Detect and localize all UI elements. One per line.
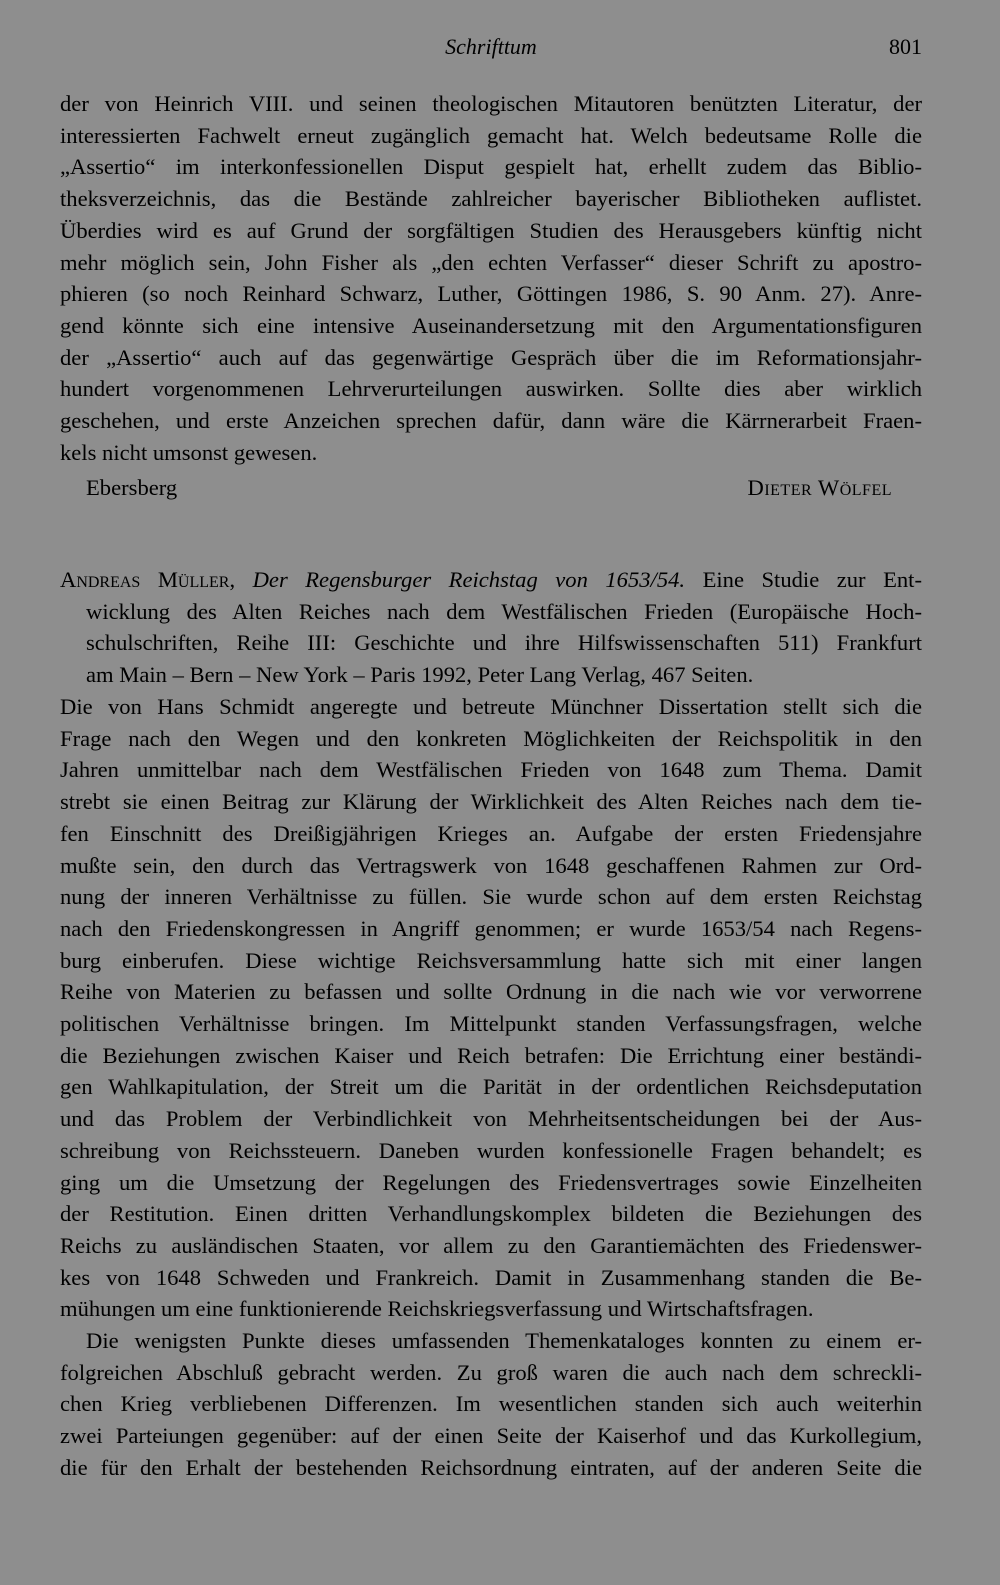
text-line: geschehen, und erste Anzeichen sprechen dafür, dann wäre die Kärrnerarbeit Fraen- xyxy=(60,408,922,434)
review-2-paragraph-1 xyxy=(60,691,922,1325)
bib-line: am Main – Bern – New York – Paris 1992, Peter Lang Verlag, 467 Seiten. xyxy=(86,662,754,688)
reviewer-place: Ebersberg xyxy=(86,475,178,500)
book-subtitle-start: Eine Studie zur Ent- xyxy=(702,567,922,592)
page-number: 801 xyxy=(889,34,922,59)
text-line: politischen Verhältnisse bringen. Im Mittelpunkt standen Verfassungsfragen, welche xyxy=(60,1011,922,1037)
text-line: chen Krieg verbliebenen Differenzen. Im wesentlichen standen sich auch weiterhin xyxy=(60,1391,922,1417)
text-line: gen Wahlkapitulation, der Streit um die Parität in der ordentlichen Reichsdeputation xyxy=(60,1074,922,1100)
text-line: Reichs zu ausländischen Staaten, vor allem zu den Garantiemächten des Friedenswer- xyxy=(60,1232,922,1258)
review-2-paragraph-2 xyxy=(60,1325,922,1484)
reviewer-name: Dieter Wölfel xyxy=(747,475,892,500)
bib-line: schulschriften, Reihe III: Geschichte und ihre Hilfswissenschaften 511) Frankfurt xyxy=(86,630,922,656)
text-line: hundert vorgenommenen Lehrverurteilungen auswirken. Sollte dies aber wirklich xyxy=(60,376,922,402)
text-line: „Assertio“ im interkonfessionellen Disput gespielt hat, erhellt zudem das Biblio- xyxy=(60,154,922,180)
review-1-signature xyxy=(60,475,922,507)
text-line: Reihe von Materien zu befassen und sollte Ordnung in die nach wie vor verworrene xyxy=(60,979,922,1005)
text-line: Frage nach den Wegen und den konkreten Möglichkeiten der Reichspolitik in den xyxy=(60,725,922,751)
text-line: ging um die Umsetzung der Regelungen des Friedensvertrages sowie Einzelheiten xyxy=(60,1169,922,1195)
text-line: strebt sie einen Beitrag zur Klärung der Wirklichkeit des Alten Reiches nach dem tie- xyxy=(60,789,922,815)
text-line: interessierten Fachwelt erneut zugänglich gemacht hat. Welch bedeutsame Rolle die xyxy=(60,122,922,148)
text-line: mehr möglich sein, John Fisher als „den echten Verfasser“ dieser Schrift zu apostro- xyxy=(60,249,922,275)
text-line: nung der inneren Verhältnisse zu füllen. Sie wurde schon auf dem ersten Reichstag xyxy=(60,884,922,910)
text-line: nach den Friedenskongressen in Angriff genommen; er wurde 1653/54 nach Regens- xyxy=(60,915,922,941)
text-line: Die wenigsten Punkte dieses umfassenden Themenkataloges konnten zu einem er- xyxy=(86,1328,922,1353)
text-line: der „Assertio“ auch auf das gegenwärtige Gespräch über die im Reformationsjahr- xyxy=(60,344,922,370)
review-1-text xyxy=(60,88,922,468)
review-2-bibliography xyxy=(60,564,922,691)
text-line: Jahren unmittelbar nach dem Westfälischen Frieden von 1648 zum Thema. Damit xyxy=(60,757,922,783)
running-title: Schrifttum xyxy=(445,34,537,59)
text-line: folgreichen Abschluß gebracht werden. Zu groß waren die auch nach dem schreckli- xyxy=(60,1359,922,1385)
text-line: gend könnte sich eine intensive Auseinandersetzung mit den Argumentationsfiguren xyxy=(60,312,922,338)
text-line: und das Problem der Verbindlichkeit von Mehrheitsentscheidungen bei der Aus- xyxy=(60,1106,922,1132)
text-line: kels nicht umsonst gewesen. xyxy=(60,439,318,465)
page-header xyxy=(60,34,922,64)
text-line: mühungen um eine funktionierende Reichskriegsverfassung und Wirtschaftsfragen. xyxy=(60,1296,814,1322)
text-line: phieren (so noch Reinhard Schwarz, Luther, Göttingen 1986, S. 90 Anm. 27). Anre- xyxy=(60,281,922,307)
book-author: Andreas Müller, xyxy=(60,567,236,592)
text-line: der von Heinrich VIII. und seinen theologischen Mitautoren benützten Literatur, der xyxy=(60,91,922,116)
text-line: burg einberufen. Diese wichtige Reichsversammlung hatte sich mit einer langen xyxy=(60,947,922,973)
text-line: fen Einschnitt des Dreißigjährigen Krieges an. Aufgabe der ersten Friedensjahre xyxy=(60,820,922,846)
text-line: Die von Hans Schmidt angeregte und betreute Münchner Dissertation stellt sich die xyxy=(60,694,922,719)
book-title: Der Regensburger Reichstag von 1653/54. xyxy=(252,567,686,592)
text-line: die für den Erhalt der bestehenden Reichsordnung eintraten, auf der anderen Seite die xyxy=(60,1454,922,1480)
text-line: kes von 1648 Schweden und Frankreich. Damit in Zusammenhang standen die Be- xyxy=(60,1264,922,1290)
bib-line: wicklung des Alten Reiches nach dem Westfälischen Frieden (Europäische Hoch- xyxy=(86,598,922,624)
text-line: die Beziehungen zwischen Kaiser und Reich betrafen: Die Errichtung einer beständi- xyxy=(60,1042,922,1068)
text-line: theksverzeichnis, das die Bestände zahlreicher bayerischer Bibliotheken auflistet. xyxy=(60,186,922,212)
text-line: mußte sein, den durch das Vertragswerk von 1648 geschaffenen Rahmen zur Ord- xyxy=(60,852,922,878)
text-line: der Restitution. Einen dritten Verhandlungskomplex bildeten die Beziehungen des xyxy=(60,1201,922,1227)
text-line: schreibung von Reichssteuern. Daneben wurden konfessionelle Fragen behandelt; es xyxy=(60,1137,922,1163)
text-line: zwei Parteiungen gegenüber: auf der einen Seite der Kaiserhof und das Kurkollegium, xyxy=(60,1423,922,1449)
text-line: Überdies wird es auf Grund der sorgfältigen Studien des Herausgebers künftig nicht xyxy=(60,217,922,243)
